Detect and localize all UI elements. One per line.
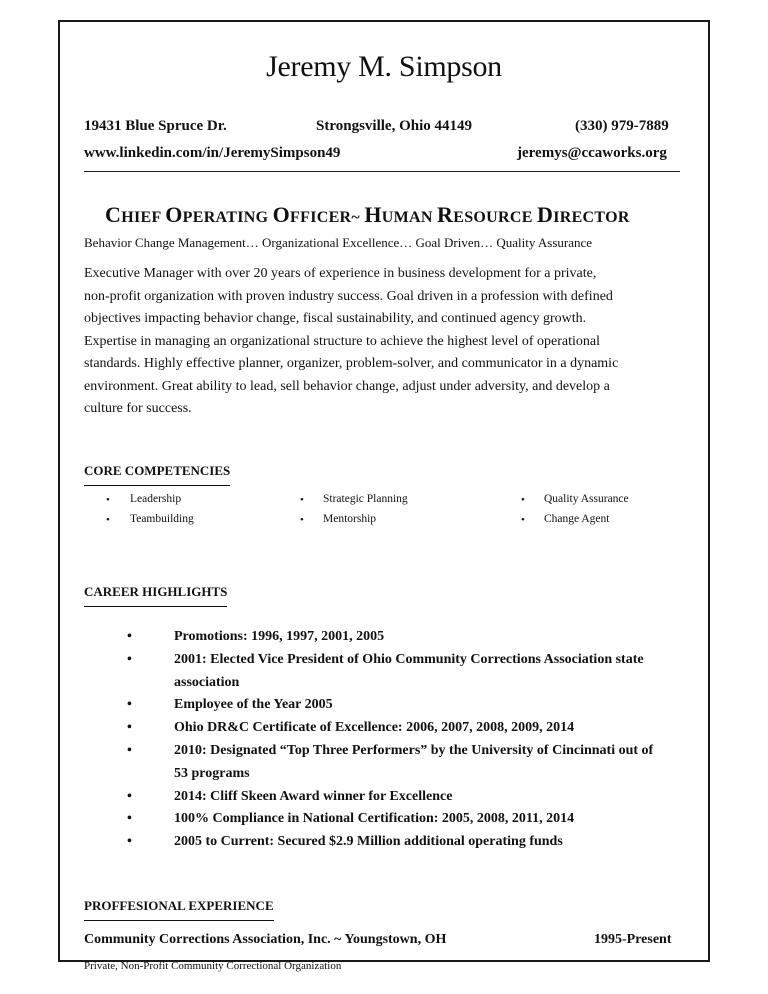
list-item: • 2014: Cliff Skeen Award winner for Excellence bbox=[127, 786, 687, 809]
bullet-icon: • bbox=[300, 514, 304, 526]
career-highlights-heading: CAREER HIGHLIGHTS bbox=[84, 584, 227, 607]
summary-line: standards. Highly effective planner, organizer, problem-solver, and communicator in a dynamic bbox=[84, 356, 619, 371]
bullet-icon: • bbox=[127, 629, 132, 644]
list-item: • 2001: Elected Vice President of Ohio Community Corrections Association state bbox=[127, 649, 687, 672]
linkedin-link[interactable]: www.linkedin.com/in/JeremySimpson49 bbox=[84, 145, 341, 161]
employer-name: Community Corrections Association, Inc. ~ Youngstown, OH bbox=[84, 932, 447, 947]
summary-line: environment. Great ability to lead, sell behavior change, adjust under adversity, and develop a bbox=[84, 378, 610, 394]
competency-item: Teambuilding bbox=[130, 513, 194, 525]
competency-item: Strategic Planning bbox=[323, 493, 408, 505]
bullet-icon: • bbox=[521, 494, 525, 506]
list-item: • Promotions: 1996, 1997, 2001, 2005 bbox=[127, 626, 687, 649]
tagline: Behavior Change Management… Organizational Excellence… Goal Driven… Quality Assurance bbox=[84, 235, 593, 250]
competency-item: Quality Assurance bbox=[544, 493, 629, 505]
city-state-zip: Strongsville, Ohio 44149 bbox=[316, 118, 472, 134]
summary-line: Expertise in managing an organizational structure to achieve the highest level of operational bbox=[84, 333, 601, 349]
competency-item: Mentorship bbox=[323, 513, 377, 525]
candidate-name: Jeremy M. Simpson bbox=[266, 50, 502, 83]
bullet-icon: • bbox=[106, 514, 110, 526]
summary-line: Executive Manager with over 20 years of experience in business development for a private, bbox=[84, 266, 597, 281]
bullet-icon: • bbox=[127, 720, 132, 736]
bullet-icon: • bbox=[127, 811, 132, 827]
list-item: • Ohio DR&C Certificate of Excellence: 2006, 2007, 2008, 2009, 2014 bbox=[127, 717, 687, 740]
list-item: • 100% Compliance in National Certification: 2005, 2008, 2011, 2014 bbox=[127, 808, 687, 831]
competency-item: Leadership bbox=[130, 493, 182, 505]
employer-description: Private, Non-Profit Community Correctional Organization bbox=[84, 960, 342, 972]
bullet-icon: • bbox=[106, 494, 110, 506]
bullet-icon: • bbox=[127, 788, 132, 804]
list-item-continuation: association bbox=[174, 674, 240, 690]
competency-item: Change Agent bbox=[544, 513, 610, 525]
bullet-icon: • bbox=[127, 834, 132, 850]
summary-line: non-profit organization with proven industry success. Goal driven in a profession with defined bbox=[84, 288, 613, 304]
bullet-icon: • bbox=[127, 651, 132, 667]
list-item: • 2005 to Current: Secured $2.9 Million additional operating funds bbox=[127, 831, 687, 854]
bullet-icon: • bbox=[127, 697, 132, 713]
job-title: CHIEF OPERATING OFFICER~ HUMAN RESOURCE DIRECTOR bbox=[105, 202, 630, 227]
summary-paragraph bbox=[84, 263, 684, 421]
bullet-icon: • bbox=[521, 514, 525, 526]
core-competencies-heading: CORE COMPETENCIES bbox=[84, 463, 230, 486]
employment-dates: 1995-Present bbox=[594, 932, 672, 947]
list-item-continuation: 53 programs bbox=[174, 765, 250, 781]
experience-heading: PROFFESIONAL EXPERIENCE bbox=[84, 898, 274, 921]
highlights-list bbox=[127, 626, 687, 854]
summary-line: culture for success. bbox=[84, 401, 192, 416]
header-divider bbox=[84, 171, 680, 172]
street-address: 19431 Blue Spruce Dr. bbox=[84, 118, 227, 134]
bullet-icon: • bbox=[127, 742, 132, 758]
list-item: • Employee of the Year 2005 bbox=[127, 694, 687, 717]
bullet-icon: • bbox=[300, 494, 304, 506]
list-item: • 2010: Designated “Top Three Performers” by the University of Cincinnati out of bbox=[127, 740, 687, 763]
email-link[interactable]: jeremys@ccaworks.org bbox=[517, 145, 667, 161]
summary-line: objectives impacting behavior change, fiscal sustainability, and continued agency growth. bbox=[84, 311, 587, 326]
phone-number: (330) 979-7889 bbox=[575, 118, 669, 134]
